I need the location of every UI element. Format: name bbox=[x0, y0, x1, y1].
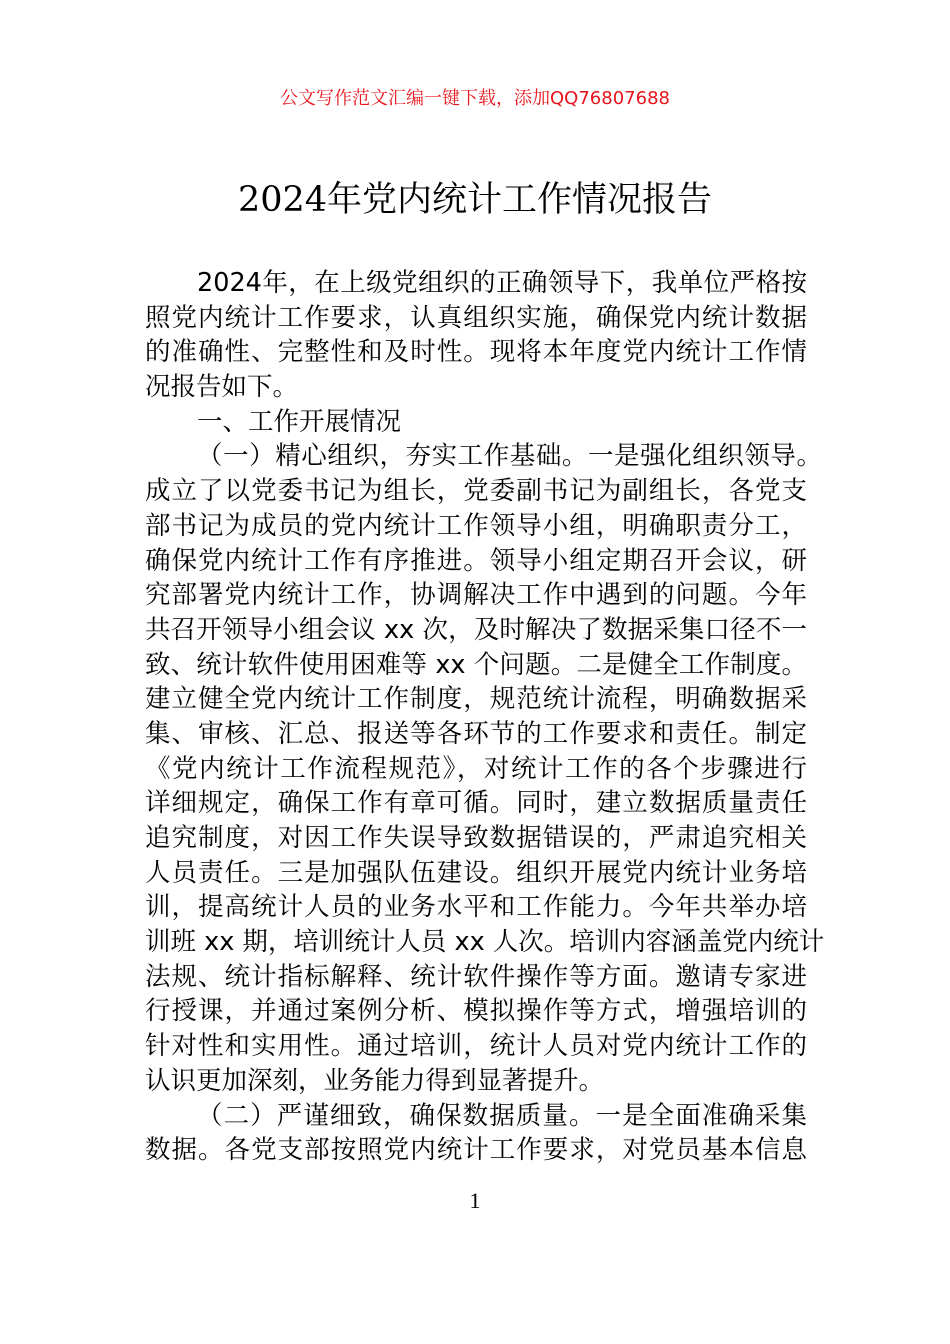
paragraph-line: 训，提高统计人员的业务水平和工作能力。今年共举办培 bbox=[145, 892, 807, 923]
paragraph-line: 共召开领导小组会议 xx 次，及时解决了数据采集口径不一 bbox=[145, 614, 807, 645]
document-body bbox=[145, 266, 825, 1168]
paragraph-line: 训班 xx 期，培训统计人员 xx 人次。培训内容涵盖党内统计 bbox=[145, 927, 825, 958]
paragraph-line: 追究制度，对因工作失误导致数据错误的，严肃追究相关 bbox=[145, 823, 807, 853]
paragraph-line: 部书记为成员的党内统计工作领导小组，明确职责分工， bbox=[145, 510, 807, 541]
paragraph-line: 成立了以党委书记为组长，党委副书记为副组长，各党支 bbox=[145, 476, 807, 507]
paragraph-line: 认识更加深刻，业务能力得到显著提升。 bbox=[145, 1065, 605, 1096]
paragraph-line: 法规、统计指标解释、统计软件操作等方面。邀请专家进 bbox=[145, 961, 807, 992]
section-heading: 一、工作开展情况 bbox=[197, 406, 402, 437]
page-number: 1 bbox=[469, 1188, 481, 1213]
paragraph-line: 数据。各党支部按照党内统计工作要求，对党员基本信息 bbox=[145, 1135, 807, 1166]
paragraph-line: 《党内统计工作流程规范》，对统计工作的各个步骤进行 bbox=[145, 753, 807, 784]
paragraph-line: 确保党内统计工作有序推进。领导小组定期召开会议，研 bbox=[145, 545, 807, 576]
paragraph-line: 集、审核、汇总、报送等各环节的工作要求和责任。制定 bbox=[145, 718, 807, 749]
paragraph-line: 建立健全党内统计工作制度，规范统计流程，明确数据采 bbox=[145, 684, 807, 715]
subsection-heading-line: （一）精心组织，夯实工作基础。一是强化组织领导。 bbox=[197, 441, 822, 472]
subsection-heading-line: （二）严谨细致，确保数据质量。一是全面准确采集 bbox=[197, 1100, 807, 1131]
paragraph-line: 况报告如下。 bbox=[145, 372, 299, 403]
paragraph-line: 致、统计软件使用困难等 xx 个问题。二是健全工作制度。 bbox=[145, 649, 807, 680]
paragraph-line: 照党内统计工作要求，认真组织实施，确保党内统计数据 bbox=[145, 302, 807, 333]
paragraph-line: 详细规定，确保工作有章可循。同时，建立数据质量责任 bbox=[145, 788, 807, 819]
paragraph-line: 针对性和实用性。通过培训，统计人员对党内统计工作的 bbox=[145, 1031, 807, 1062]
paragraph-line: 的准确性、完整性和及时性。现将本年度党内统计工作情 bbox=[145, 337, 807, 368]
paragraph-line: 人员责任。三是加强队伍建设。组织开展党内统计业务培 bbox=[145, 857, 807, 888]
promo-header: 公文写作范文汇编一键下载，添加QQ76807688 bbox=[280, 88, 670, 109]
paragraph-line: 行授课，并通过案例分析、模拟操作等方式，增强培训的 bbox=[145, 996, 807, 1027]
document-title: 2024年党内统计工作情况报告 bbox=[237, 180, 713, 220]
paragraph-line: 2024年，在上级党组织的正确领导下，我单位严格按 bbox=[197, 268, 807, 298]
paragraph-line: 究部署党内统计工作，协调解决工作中遇到的问题。今年 bbox=[145, 580, 807, 611]
